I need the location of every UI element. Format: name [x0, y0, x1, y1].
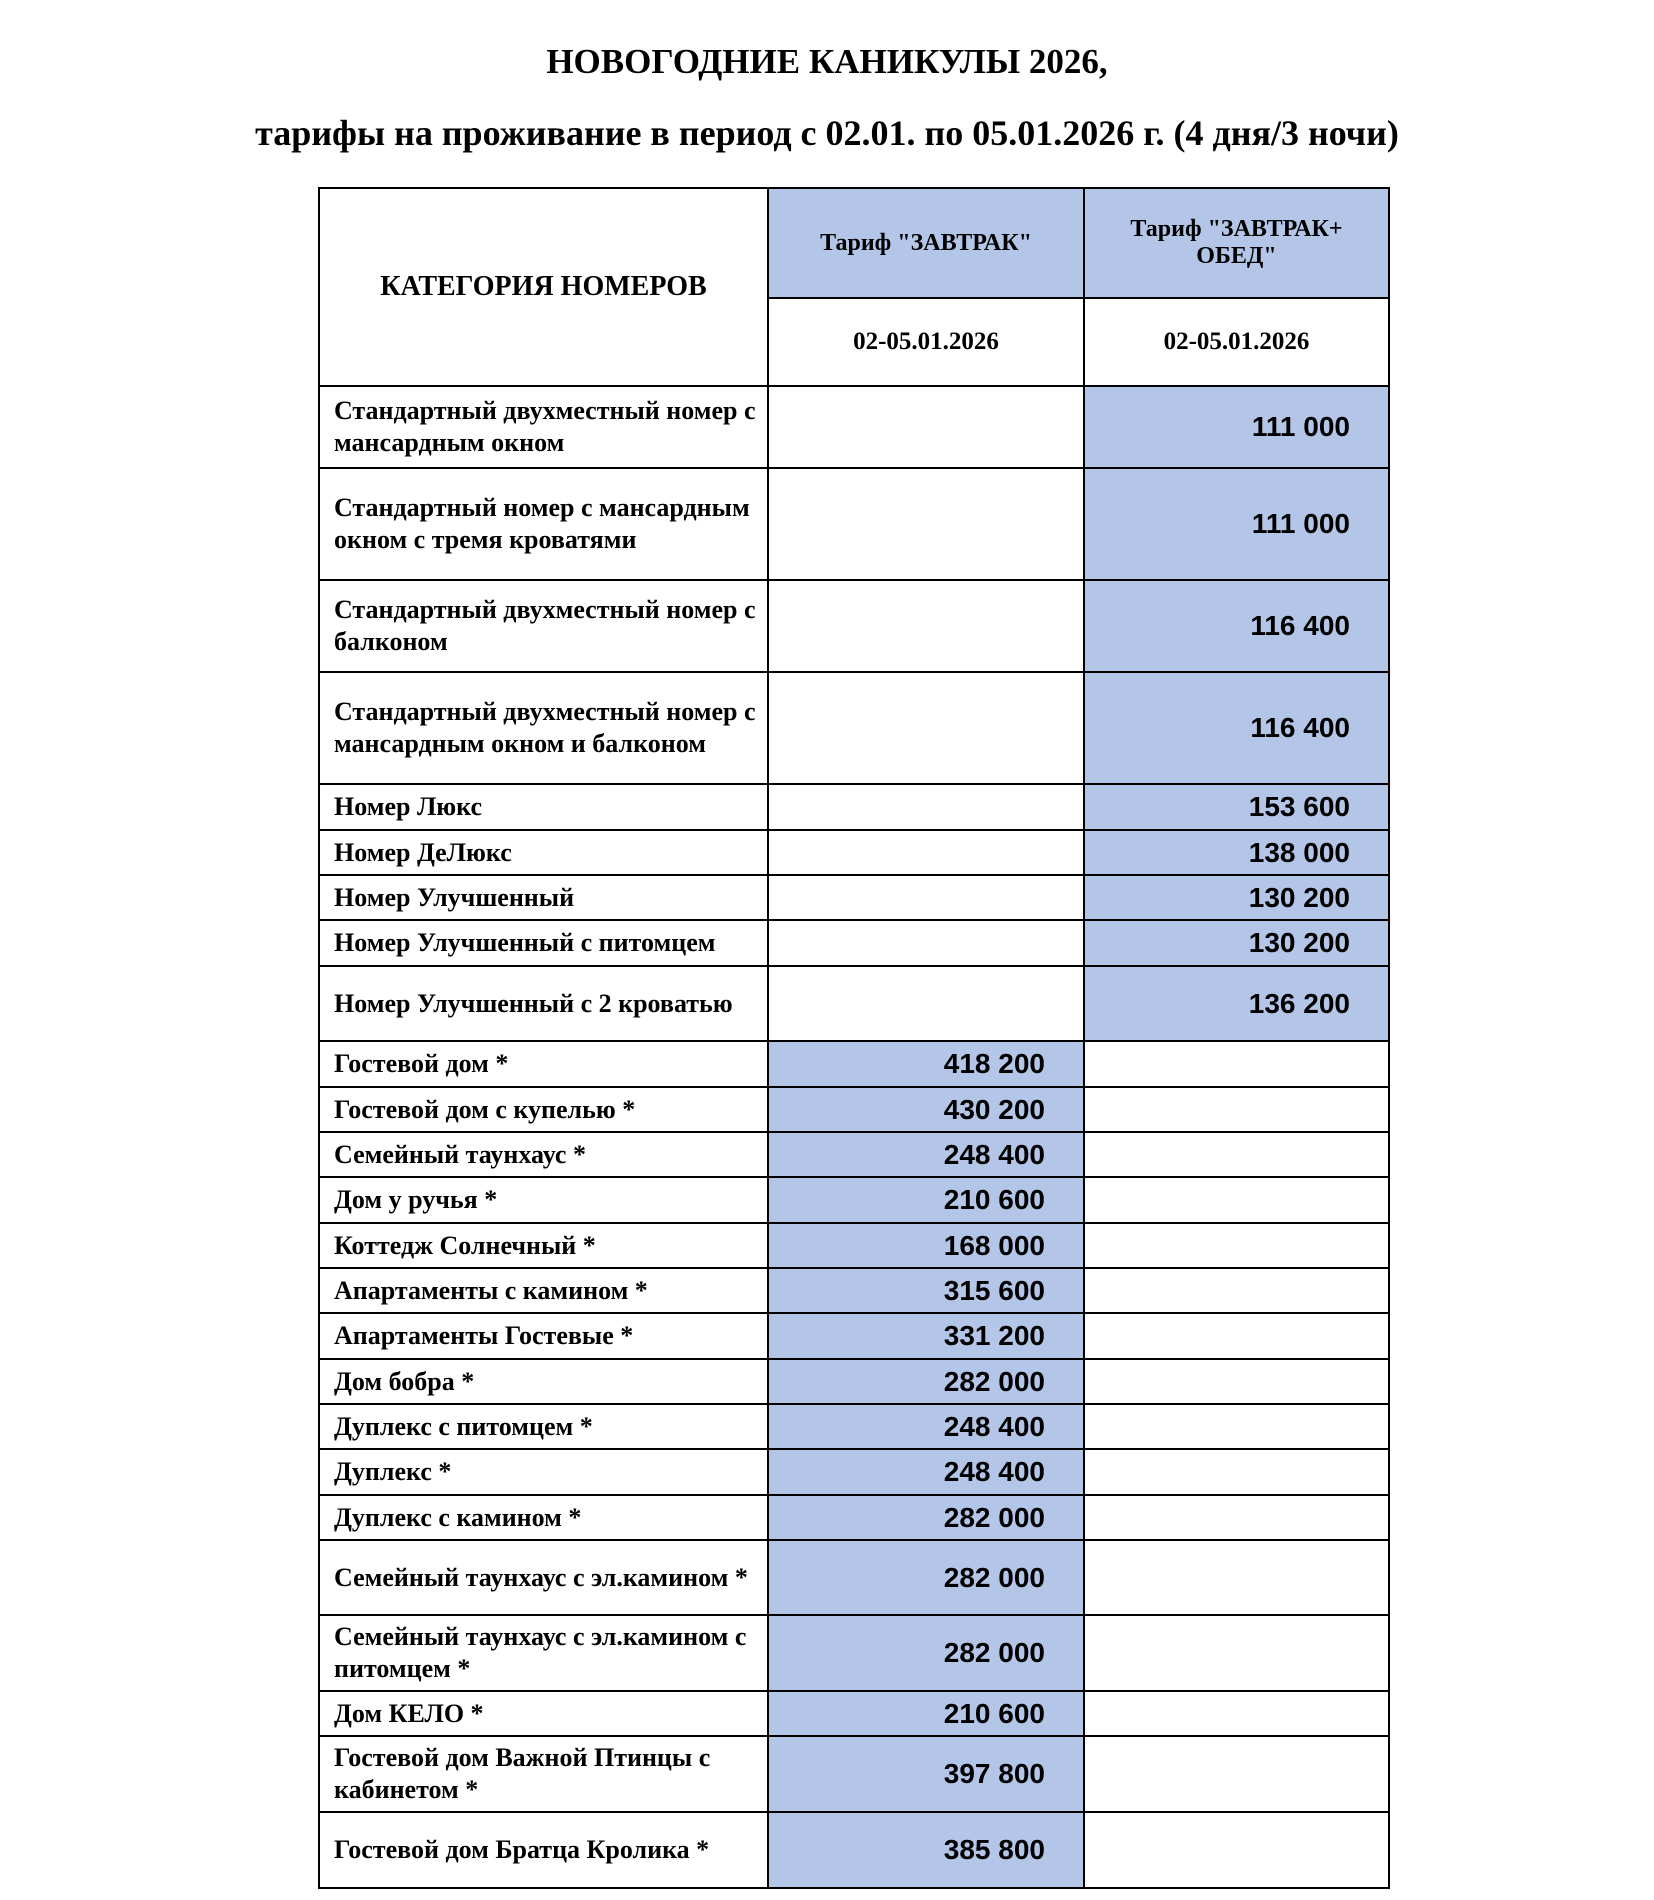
price-breakfast [768, 672, 1084, 784]
table-row [319, 1132, 1389, 1177]
room-category: Номер Люкс [319, 784, 768, 830]
table-row [319, 830, 1389, 875]
price-breakfast: 282 000 [768, 1615, 1084, 1691]
price-breakfast-lunch: 138 000 [1084, 830, 1389, 875]
table-row [319, 920, 1389, 966]
room-category: Стандартный номер с мансардным окном с тремя кроватями [319, 468, 768, 580]
price-breakfast-lunch [1084, 1041, 1389, 1087]
table-row [319, 1359, 1389, 1404]
price-breakfast-lunch: 116 400 [1084, 672, 1389, 784]
table-row [319, 468, 1389, 580]
room-category: Дуплекс * [319, 1449, 768, 1495]
price-breakfast [768, 580, 1084, 672]
room-category: Стандартный двухместный номер с мансардным окном и балконом [319, 672, 768, 784]
room-category: Семейный таунхаус * [319, 1132, 768, 1177]
table-row [319, 1540, 1389, 1615]
room-category: Апартаменты с камином * [319, 1268, 768, 1313]
table-row [319, 1495, 1389, 1540]
table-row [319, 1736, 1389, 1812]
table-row [319, 1812, 1389, 1888]
room-category: Номер Улучшенный с питомцем [319, 920, 768, 966]
room-category: Стандартный двухместный номер с балконом [319, 580, 768, 672]
price-breakfast: 331 200 [768, 1313, 1084, 1359]
table-row [319, 1223, 1389, 1268]
price-breakfast-lunch [1084, 1313, 1389, 1359]
table-row [319, 580, 1389, 672]
price-breakfast [768, 830, 1084, 875]
room-category: Дом бобра * [319, 1359, 768, 1404]
price-breakfast: 282 000 [768, 1540, 1084, 1615]
room-category: Гостевой дом * [319, 1041, 768, 1087]
table-row [319, 1449, 1389, 1495]
table-row [319, 875, 1389, 920]
header-period-breakfast-lunch: 02-05.01.2026 [1084, 298, 1389, 386]
table-row [319, 672, 1389, 784]
price-breakfast [768, 468, 1084, 580]
price-breakfast [768, 784, 1084, 830]
room-category: Дом у ручья * [319, 1177, 768, 1223]
price-breakfast: 210 600 [768, 1177, 1084, 1223]
price-breakfast-lunch: 130 200 [1084, 875, 1389, 920]
table-row [319, 1404, 1389, 1449]
price-breakfast [768, 966, 1084, 1041]
price-breakfast-lunch [1084, 1495, 1389, 1540]
price-breakfast: 282 000 [768, 1495, 1084, 1540]
price-breakfast-lunch [1084, 1177, 1389, 1223]
room-category: Номер Улучшенный с 2 кроватью [319, 966, 768, 1041]
price-breakfast-lunch [1084, 1359, 1389, 1404]
price-breakfast-lunch [1084, 1223, 1389, 1268]
room-category: Семейный таунхаус с эл.камином * [319, 1540, 768, 1615]
price-breakfast-lunch [1084, 1132, 1389, 1177]
table-row [319, 966, 1389, 1041]
price-breakfast [768, 875, 1084, 920]
table-row [319, 1313, 1389, 1359]
price-breakfast-lunch [1084, 1404, 1389, 1449]
header-tariff-breakfast: Тариф "ЗАВТРАК" [768, 188, 1084, 298]
price-breakfast: 315 600 [768, 1268, 1084, 1313]
price-breakfast-lunch [1084, 1736, 1389, 1812]
price-breakfast [768, 920, 1084, 966]
room-category: Дом КЕЛО * [319, 1691, 768, 1736]
price-breakfast: 168 000 [768, 1223, 1084, 1268]
room-category: Апартаменты Гостевые * [319, 1313, 768, 1359]
header-tariff-breakfast-lunch-label: Тариф "ЗАВТРАК+ ОБЕД" [1130, 216, 1343, 269]
price-breakfast-lunch [1084, 1268, 1389, 1313]
price-breakfast: 418 200 [768, 1041, 1084, 1087]
room-category: Коттедж Солнечный * [319, 1223, 768, 1268]
price-breakfast-lunch [1084, 1087, 1389, 1132]
price-breakfast-lunch: 130 200 [1084, 920, 1389, 966]
page-title: НОВОГОДНИЕ КАНИКУЛЫ 2026, [546, 42, 1108, 81]
table-row [319, 1691, 1389, 1736]
table-row [319, 784, 1389, 830]
table-row [319, 1615, 1389, 1691]
price-breakfast: 385 800 [768, 1812, 1084, 1888]
room-category: Гостевой дом Братца Кролика * [319, 1812, 768, 1888]
header-period-breakfast: 02-05.01.2026 [768, 298, 1084, 386]
room-category: Семейный таунхаус с эл.камином с питомцем * [319, 1615, 768, 1691]
header-category: КАТЕГОРИЯ НОМЕРОВ [319, 188, 768, 386]
price-breakfast-lunch: 153 600 [1084, 784, 1389, 830]
rates-table [318, 187, 1390, 1889]
price-breakfast-lunch: 136 200 [1084, 966, 1389, 1041]
price-breakfast: 210 600 [768, 1691, 1084, 1736]
room-category: Дуплекс с камином * [319, 1495, 768, 1540]
price-breakfast: 397 800 [768, 1736, 1084, 1812]
price-breakfast [768, 386, 1084, 468]
room-category: Номер ДеЛюкс [319, 830, 768, 875]
room-category: Гостевой дом с купелью * [319, 1087, 768, 1132]
header-tariff-breakfast-lunch [1084, 188, 1389, 298]
price-breakfast: 248 400 [768, 1449, 1084, 1495]
price-breakfast: 248 400 [768, 1132, 1084, 1177]
price-breakfast-lunch: 111 000 [1084, 468, 1389, 580]
table-row [319, 386, 1389, 468]
price-breakfast: 430 200 [768, 1087, 1084, 1132]
price-breakfast-lunch [1084, 1449, 1389, 1495]
table-row [319, 1268, 1389, 1313]
room-category: Номер Улучшенный [319, 875, 768, 920]
price-breakfast-lunch [1084, 1540, 1389, 1615]
price-breakfast-lunch: 111 000 [1084, 386, 1389, 468]
room-category: Гостевой дом Важной Птинцы с кабинетом * [319, 1736, 768, 1812]
price-breakfast-lunch [1084, 1812, 1389, 1888]
table-row [319, 1087, 1389, 1132]
price-breakfast-lunch: 116 400 [1084, 580, 1389, 672]
price-breakfast: 248 400 [768, 1404, 1084, 1449]
room-category: Дуплекс с питомцем * [319, 1404, 768, 1449]
price-breakfast-lunch [1084, 1691, 1389, 1736]
page-subtitle: тарифы на проживание в период с 02.01. по 05.01.2026 г. (4 дня/3 ночи) [255, 113, 1399, 153]
price-breakfast-lunch [1084, 1615, 1389, 1691]
table-row [319, 1177, 1389, 1223]
room-category: Стандартный двухместный номер с мансардным окном [319, 386, 768, 468]
price-breakfast: 282 000 [768, 1359, 1084, 1404]
table-row [319, 1041, 1389, 1087]
